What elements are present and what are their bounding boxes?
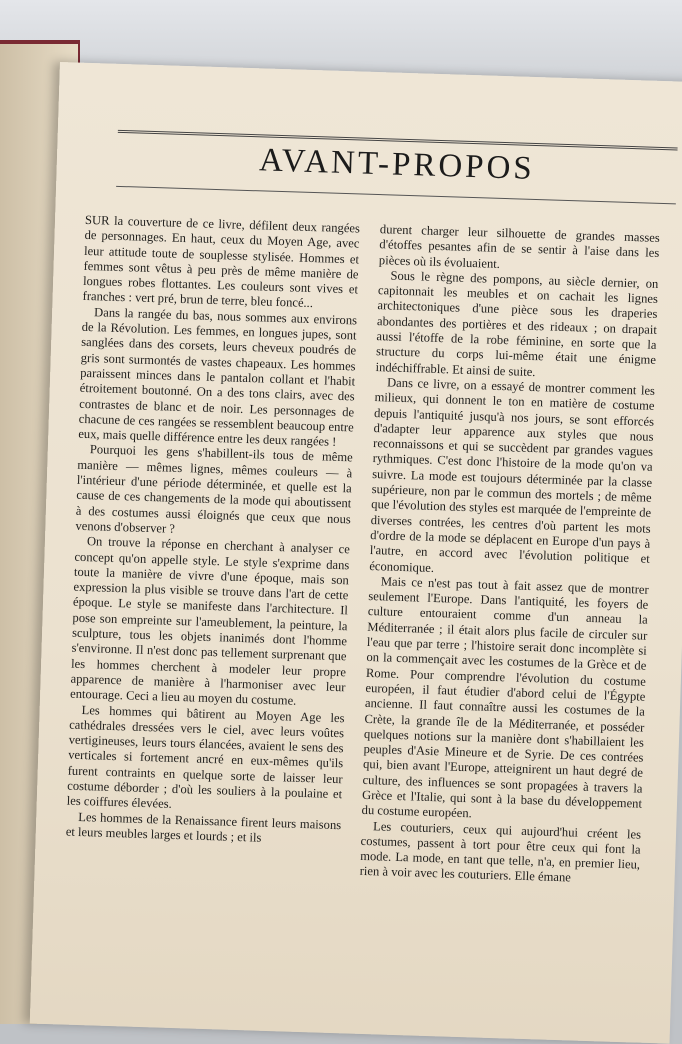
page-title: AVANT-PROPOS <box>258 142 536 187</box>
paragraph: Dans ce livre, on a essayé de montrer comment les milieux, qui donnent le ton en matière de costume depuis l'antiquité jusqu'à nos jours, se sont efforcés d'adapter leur apparence aux styles que nous reconnaissons et qui se succèdent par grandes vagues rythmiques. C'est donc l'histoire de la mode qu'on va suivre. La mode est toujours déterminée par la classe supérieure, non par le commun des mortels ; de même que l'évolution des styles est marquée de l'empreinte de diverses contrées, les centres d'où partent les mots d'ordre de la mode se déplacent en Europe d'un pays à l'autre, en accord avec l'évolution politique et économique. <box>369 375 656 575</box>
book-page <box>30 62 682 1044</box>
paragraph: Mais ce n'est pas tout à fait assez que de montrer seulement l'Europe. Dans l'antiquité, les foyers de culture entouraient comme d'un anneau la Méditerranée ; il était alors plus facile de circuler sur l'eau que par terre ; l'histoire serait donc incomplète si on la commençait avec les costumes de la Grèce et de Rome. Pour comprendre l'évolution du costume européen, il faut étudier d'abord celui de l'Égypte ancienne. Il faut connaître aussi les costumes de la Crète, la grande île de la Méditerranée, et posséder quelques notions sur la manière dont s'habillaient les peuples d'Asie Mineure et de Syrie. De ces contrées qui, bien avant l'Europe, atteignirent un haut degré de culture, des influences se sont propagées à travers la Grèce et l'Italie, qui sont à la base du développement du costume européen. <box>361 574 649 821</box>
paragraph: Pourquoi les gens s'habillent-ils tous de même manière — mêmes lignes, mêmes couleurs — à l'intérieur d'une période déterminée, et quelle est la cause de ces changements de la mode qui aboutissent à des costumes aussi éloignés que ceux que nous venons d'observer ? <box>75 442 353 536</box>
text-column-right <box>359 222 660 888</box>
paragraph: Les hommes qui bâtirent au Moyen Age les cathédrales dressées vers le ciel, avec leurs voûtes vertigineuses, leurs tours élancées, avaient le sens des verticales si fortement ancré en eux-mêmes qu'ils furent contraints en quelque sorte de laisser leur costume déborder ; d'où les souliers à la poulaine et les coiffures élevées. <box>66 702 345 812</box>
paragraph: SUR la couverture de ce livre, défilent deux rangées de personnages. En haut, ceux du Moyen Age, avec leur attitude toute de souplesse stylisée. Hommes et femmes sont vêtus à peu près de même manière de longues robes flottantes. Les couleurs sont vives et franches : vert pré, brun de terre, bleu foncé... <box>82 212 361 311</box>
paragraph: On trouve la réponse en cherchant à analyser ce concept qu'on appelle style. Le style s'exprime dans toute la manière de vivre d'une époque, mais son expression la plus visible se trouve dans l'art de cette époque. Le style se manifeste dans l'architecture. Il pose son empreinte sur l'ameublement, la peinture, la sculpture, tous les objets inanimés dont l'homme s'environne. Il n'est donc pas tellement surprenant que les hommes cherchent à modeler leur propre apparence de manière à l'harmoniser avec leur entourage. Ceci a lieu au moyen du costume. <box>69 534 351 708</box>
text-column-left <box>66 213 361 849</box>
paragraph: Sous le règne des pompons, au siècle dernier, on capitonnait les meubles et on cachait les lignes architectoniques d'une pièce sous les draperies abondantes des portières et des rideaux ; on drapait aussi l'étoffe de la robe féminine, en sorte que la structure du corps lui-même était une énigme indéchiffrable. Et ainsi de suite. <box>375 268 659 379</box>
paragraph: durent charger leur silhouette de grandes masses d'étoffes pesantes afin de se sentir à l'aise dans les pièces où ils évoluaient. <box>378 222 660 271</box>
paragraph: Dans la rangée du bas, nous sommes aux environs de la Révolution. Les femmes, en longues jupes, sont sanglées dans des corsets, leurs cheveux poudrés de gris sont surmontés de vastes chapeaux. Les hommes paraissent minces dans le pantalon collant et l'habit étroitement boutonné. On a des tons clairs, avec des contrastes de blanc et de noir. Les personnages de chacune de ces rangées se ressemblent beaucoup entre eux, mais quelle différence entre les deux rangées ! <box>78 304 358 450</box>
paragraph: Les hommes de la Renaissance firent leurs maisons et leurs meubles larges et lourds ; et ils <box>65 809 342 845</box>
paragraph: Les couturiers, ceux qui aujourd'hui créent les costumes, passent à tort pour être ceux qui font la mode. La mode, en tant que telle, n'a, en premier lieu, rien à voir avec les couturiers. Elle émane <box>359 818 642 885</box>
